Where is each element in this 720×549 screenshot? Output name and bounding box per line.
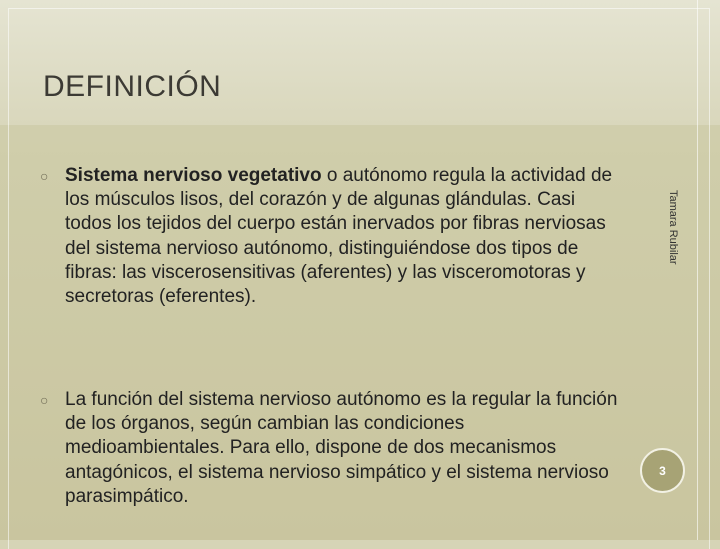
paragraph-1-bold: Sistema nervioso vegetativo: [65, 165, 322, 186]
bullet-icon: ○: [40, 392, 49, 408]
paragraph-2: La función del sistema nervioso autónomo es la regular la función de los órganos, según cambian las condiciones medioambientales. Para ello, dispone de dos mecanismos antagónicos, el sistema nervioso simpático y el sistema nervioso parasimpático.: [65, 389, 618, 507]
page-number-badge: [640, 448, 685, 493]
right-frame-line: [697, 0, 698, 540]
slide-title: DEFINICIÓN: [43, 70, 222, 103]
paragraph-1: [65, 164, 625, 309]
bullet-icon: ○: [40, 168, 49, 184]
author-label: Tamara Rubilar: [667, 190, 679, 265]
page-number: 3: [659, 463, 666, 478]
paragraph-1-text: o autónomo regula la actividad de los músculos lisos, del corazón y de algunas glándulas. Casi todos los tejidos del cuerpo están inervados por fibras nerviosas del sistema nervioso autónomo, distinguiéndose dos tipos de fibras: las viscerosensitivas (aferentes) y las visceromotoras y secretoras (eferentes).: [65, 165, 613, 308]
